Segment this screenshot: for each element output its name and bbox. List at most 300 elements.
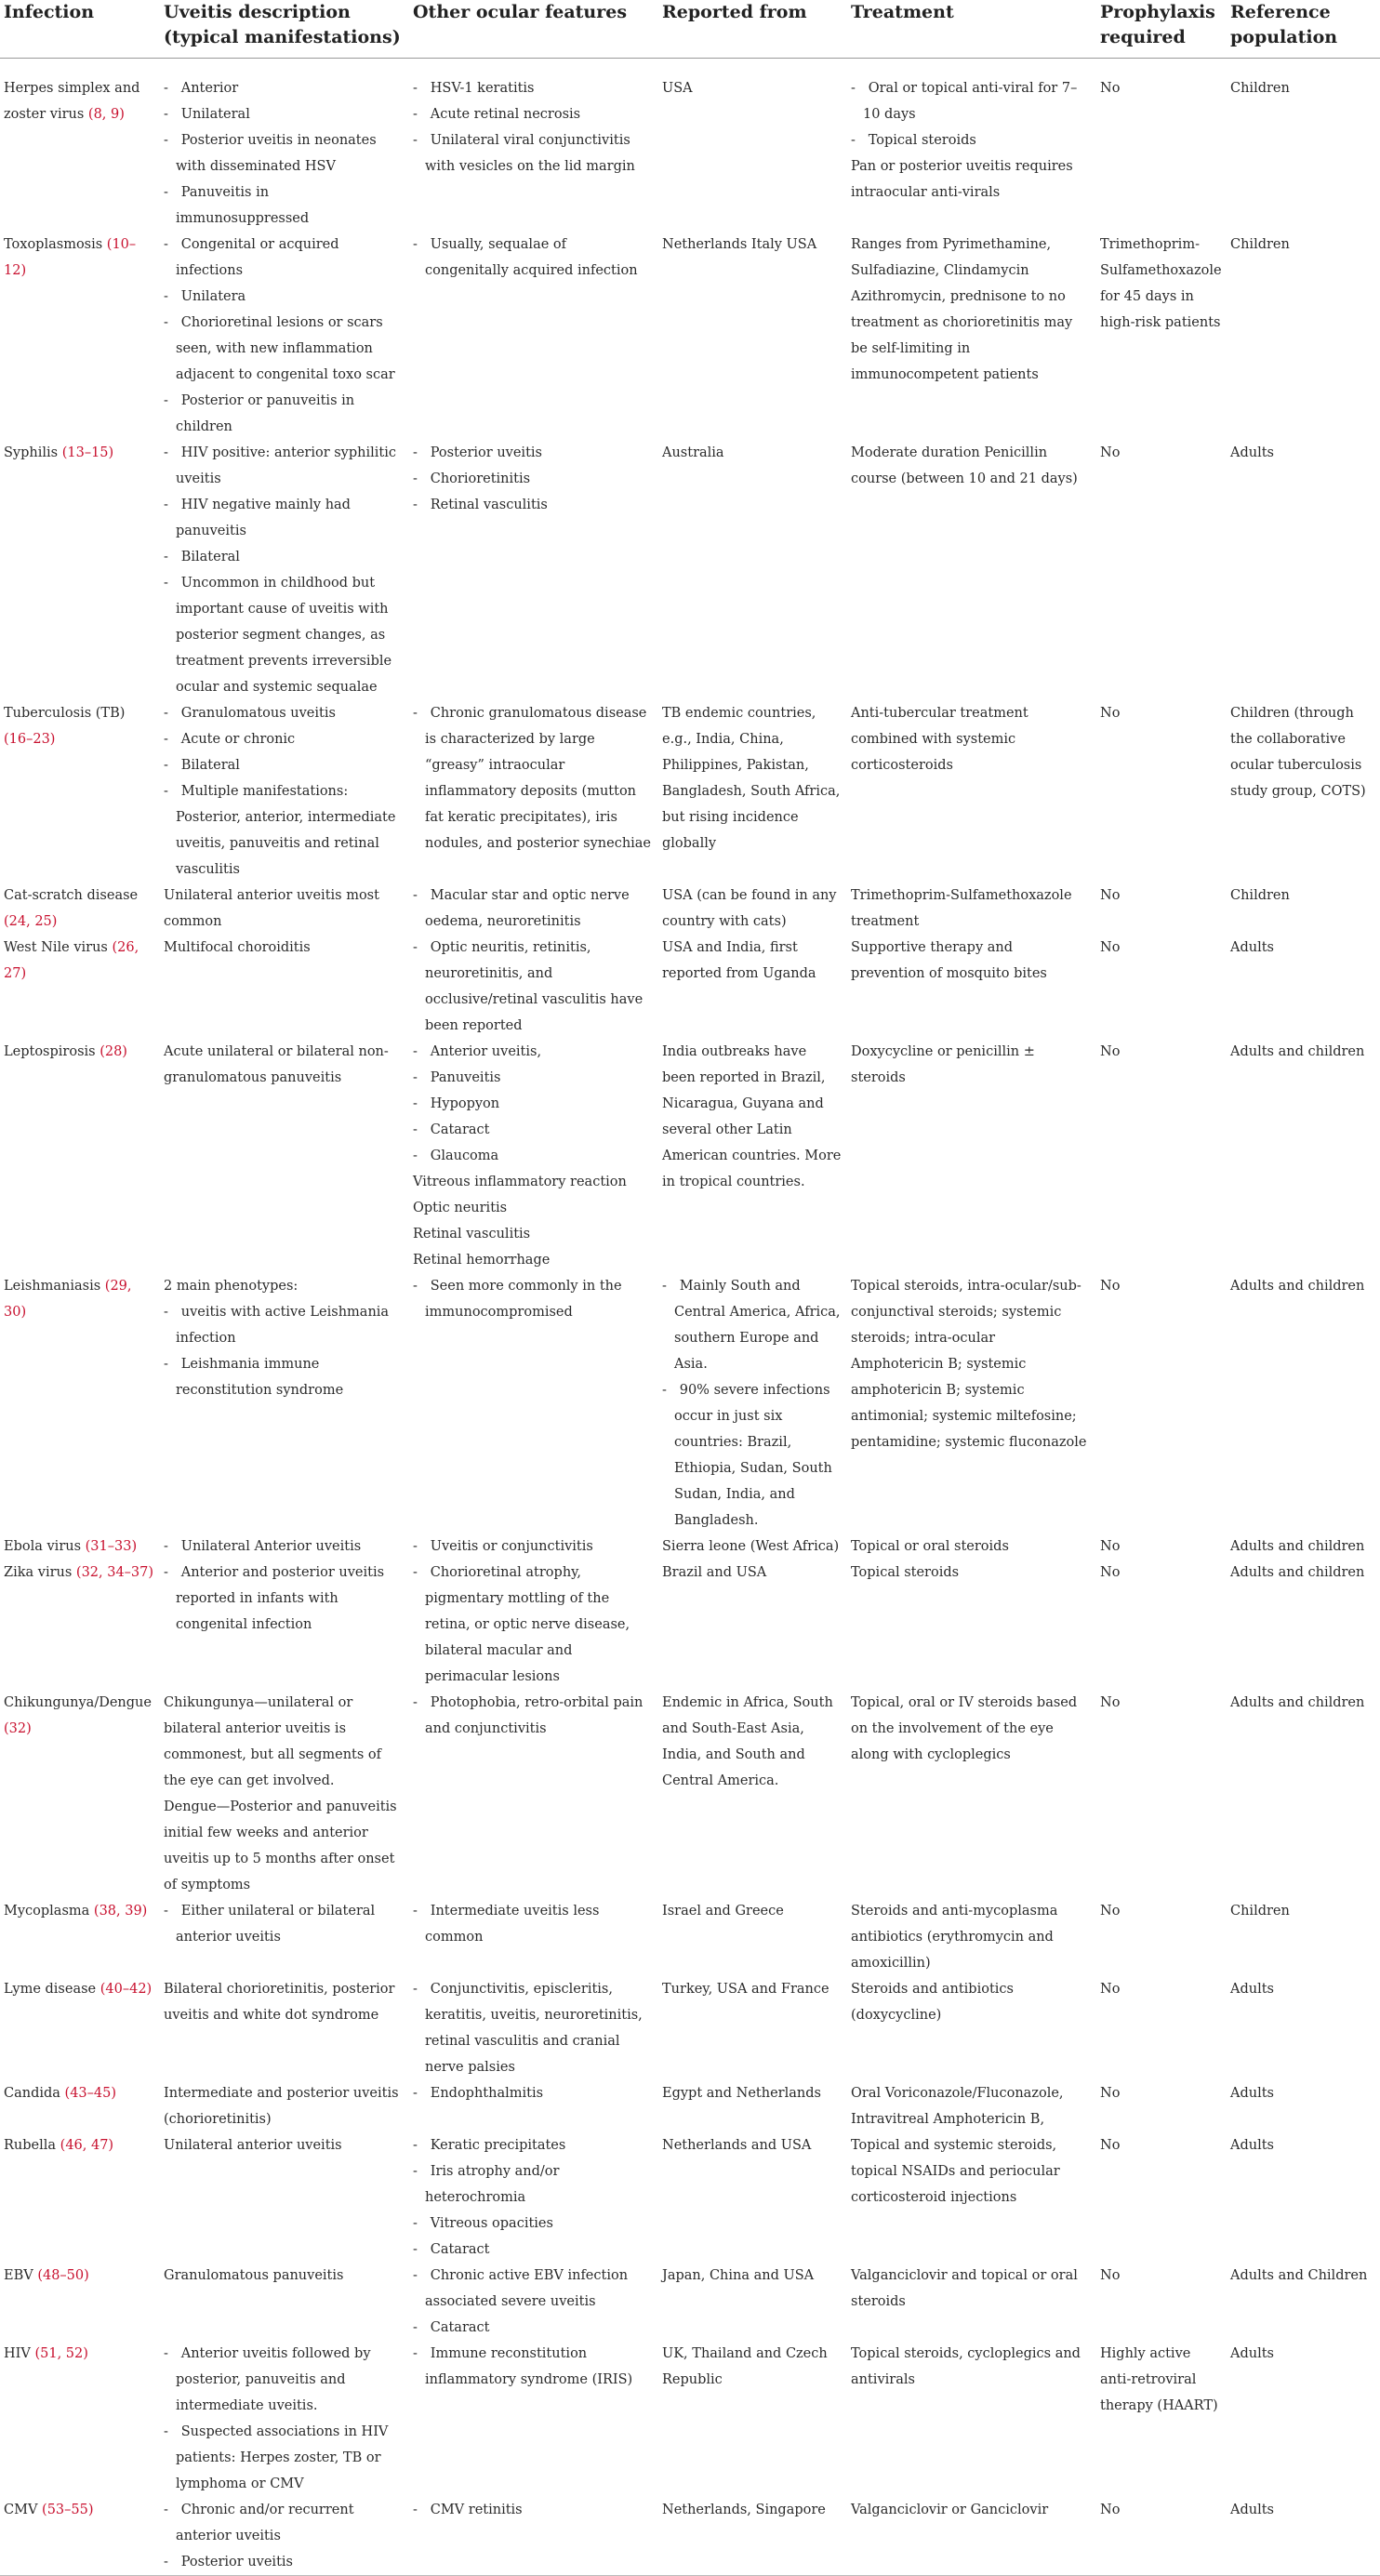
reported-from-cell [658,75,847,232]
text-line: Granulomatous panuveitis [164,2268,344,2283]
text-line: Australia [662,445,724,460]
infection-cell [0,2263,160,2341]
treatment-cell [847,1976,1096,2080]
uveitis-description-cell [160,1273,409,1534]
infection-name: Candida [4,2086,60,2101]
text-line: Adults [1230,445,1274,460]
infection-name: Ebola virus [4,1539,82,1554]
text-line: Adults [1230,940,1274,955]
infection-name: Herpes simplex and zoster virus [4,81,140,122]
infection-cell [0,232,160,440]
table-row [0,1898,1380,1976]
text-line: UK, Thailand and Czech Republic [662,2346,828,2387]
text-line: Pan or posterior uveitis requires intraocular anti-virals [851,159,1073,200]
other-ocular-features-cell [409,440,658,700]
infection-name: Lyme disease [4,1982,97,1997]
table-row [0,1534,1380,1560]
infection-cell [0,75,160,232]
table-row [0,935,1380,1039]
bullet-item: - Acute retinal necrosis [413,101,653,127]
reference-population-cell [1227,2497,1380,2576]
bullet-item: - Glaucoma [413,1143,653,1169]
other-ocular-features-cell [409,883,658,935]
other-ocular-features-cell [409,1690,658,1898]
prophylaxis-cell [1096,1273,1227,1534]
uveitis-description-cell [160,2080,409,2132]
text-line: Topical steroids, cycloplegics and antivirals [851,2346,1081,2387]
bullet-item: - Anterior and posterior uveitis reported in infants with congenital infection [164,1560,404,1638]
prophylaxis-cell [1096,232,1227,440]
text-line: Multifocal choroiditis [164,940,311,955]
text-line: Japan, China and USA [662,2268,815,2283]
infection-cell [0,440,160,700]
table-row [0,2132,1380,2263]
bullet-item: - Topical steroids [851,127,1091,153]
prophylaxis-cell [1096,1898,1227,1976]
uveitis-description-cell [160,1976,409,2080]
text-line: Israel and Greece [662,1904,784,1919]
column-header-reported-from: Reported from [658,0,847,59]
text-line: Supportive therapy and prevention of mosquito bites [851,940,1047,981]
prophylaxis-cell [1096,2341,1227,2497]
reference-citation: (16–23) [4,732,56,747]
table-row [0,1976,1380,2080]
infection-name: CMV [4,2503,38,2517]
text-line: Chikungunya—unilateral or bilateral anterior uveitis is commonest, but all segments of the eye can get involved. [164,1695,382,1788]
infection-cell [0,2132,160,2263]
infection-cell [0,935,160,1039]
infection-name: Rubella [4,2138,57,2153]
table-header [0,0,1380,59]
reference-citation: (43–45) [64,2086,117,2101]
bullet-item: - HIV negative mainly had panuveitis [164,492,404,544]
text-line: Netherlands Italy USA [662,237,817,252]
prophylaxis-cell [1096,935,1227,1039]
other-ocular-features-cell [409,75,658,232]
text-line: No [1100,2268,1121,2283]
infection-name: Leptospirosis [4,1044,96,1059]
reference-population-cell [1227,700,1380,883]
reference-population-cell [1227,2341,1380,2497]
reference-population-cell [1227,1976,1380,2080]
bullet-item: - Retinal vasculitis [413,492,653,518]
bullet-item: - Endophthalmitis [413,2080,653,2106]
text-line: No [1100,940,1121,955]
bullet-item: - Bilateral [164,752,404,778]
bullet-item: - Multiple manifestations: Posterior, anterior, intermediate uveitis, panuveitis and retinal vasculitis [164,778,404,883]
text-line: Egypt and Netherlands [662,2086,821,2101]
reported-from-cell [658,2132,847,2263]
reported-from-cell [658,1560,847,1690]
infection-name: West Nile virus [4,940,108,955]
bullet-item: - Cataract [413,2315,653,2341]
text-line: Acute unilateral or bilateral non-granulomatous panuveitis [164,1044,389,1085]
text-line: No [1100,1695,1121,1710]
bullet-item: - 90% severe infections occur in just six countries: Brazil, Ethiopia, Sudan, South Sudan, India, and Bangladesh. [662,1377,842,1534]
prophylaxis-cell [1096,883,1227,935]
text-line: Valganciclovir and topical or oral steroids [851,2268,1078,2309]
text-line: India outbreaks have been reported in Brazil, Nicaragua, Guyana and several other Latin American countries. More in tropical countries. [662,1044,842,1189]
text-line: Intermediate and posterior uveitis (chorioretinitis) [164,2086,399,2127]
infection-name: Leishmaniasis [4,1279,101,1294]
treatment-cell [847,75,1096,232]
text-line: No [1100,1904,1121,1919]
uveitis-description-cell [160,1898,409,1976]
text-line: Adults [1230,1982,1274,1997]
text-line: Dengue—Posterior and panuveitis initial few weeks and anterior uveitis up to 5 months after onset of symptoms [164,1799,397,1892]
infection-cell [0,1560,160,1690]
column-header-other-ocular-features: Other ocular features [409,0,658,59]
other-ocular-features-cell [409,2341,658,2497]
reported-from-cell [658,1039,847,1273]
text-line: Bilateral chorioretinitis, posterior uveitis and white dot syndrome [164,1982,395,2023]
bullet-item: - Acute or chronic [164,726,404,752]
infection-cell [0,1273,160,1534]
text-line: Children [1230,237,1290,252]
other-ocular-features-cell [409,1534,658,1560]
text-line: Topical steroids, intra-ocular/sub-conjunctival steroids; systemic steroids; intra-ocular Amphotericin B; systemic amphotericin B; systemic antimonial; systemic miltefosine; pentamidine; systemic fluconazole [851,1279,1087,1450]
bullet-item: - Chronic granulomatous disease is characterized by large “greasy” intraocular inflammatory deposits (mutton fat keratic precipitates), iris nodules, and posterior synechiae [413,700,653,856]
bullet-item: - Bilateral [164,544,404,570]
text-line: Sierra leone (West Africa) [662,1539,840,1554]
reference-citation: (8, 9) [87,107,125,122]
bullet-item: - Suspected associations in HIV patients: Herpes zoster, TB or lymphoma or CMV [164,2419,404,2497]
text-line: Topical, oral or IV steroids based on the involvement of the eye along with cycloplegics [851,1695,1078,1762]
infection-cell [0,700,160,883]
text-line: No [1100,445,1121,460]
text-line: Children [1230,81,1290,96]
text-line: Adults and children [1230,1044,1365,1059]
text-line: USA (can be found in any country with cats) [662,888,837,929]
reference-citation: (46, 47) [60,2138,114,2153]
infection-name: Chikungunya/Dengue [4,1695,152,1710]
reference-population-cell [1227,1898,1380,1976]
column-header-uveitis-description: Uveitis description (typical manifestations) [160,0,409,59]
text-line: Adults and Children [1230,2268,1368,2283]
other-ocular-features-cell [409,1898,658,1976]
table-row [0,1039,1380,1273]
table-row [0,2263,1380,2341]
uveitis-description-cell [160,2132,409,2263]
text-line: Adults and children [1230,1279,1365,1294]
infection-name: Zika virus [4,1565,73,1580]
bullet-item: - Unilateral Anterior uveitis [164,1534,404,1560]
reference-population-cell [1227,232,1380,440]
text-line: No [1100,1279,1121,1294]
treatment-cell [847,440,1096,700]
text-line: Adults and children [1230,1565,1365,1580]
text-line: No [1100,2138,1121,2153]
text-line: Vitreous inflammatory reaction [413,1175,627,1189]
uveitis-description-cell [160,1560,409,1690]
text-line: Retinal vasculitis [413,1227,531,1242]
bullet-item: - HSV-1 keratitis [413,75,653,101]
text-line: Children [1230,888,1290,903]
reference-population-cell [1227,935,1380,1039]
treatment-cell [847,2341,1096,2497]
bullet-item: - Unilateral viral conjunctivitis with vesicles on the lid margin [413,127,653,179]
text-line: Endemic in Africa, South and South-East Asia, India, and South and Central America. [662,1695,833,1788]
text-line: Brazil and USA [662,1565,767,1580]
reference-citation: (26, 27) [4,940,139,981]
treatment-cell [847,1898,1096,1976]
bullet-item: - HIV positive: anterior syphilitic uveitis [164,440,404,492]
infection-cell [0,2497,160,2576]
infection-name: HIV [4,2346,31,2361]
other-ocular-features-cell [409,935,658,1039]
bullet-item: - Immune reconstitution inflammatory syndrome (IRIS) [413,2341,653,2393]
text-line: Steroids and anti-mycoplasma antibiotics (erythromycin and amoxicillin) [851,1904,1058,1971]
reported-from-cell [658,440,847,700]
text-line: No [1100,1044,1121,1059]
treatment-cell [847,1560,1096,1690]
infection-cell [0,1690,160,1898]
other-ocular-features-cell [409,2080,658,2132]
text-line: No [1100,888,1121,903]
bullet-item: - Optic neuritis, retinitis, neuroretinitis, and occlusive/retinal vasculitis have been reported [413,935,653,1039]
reported-from-cell [658,1273,847,1534]
bullet-item: - Granulomatous uveitis [164,700,404,726]
bullet-item: - Chronic and/or recurrent anterior uveitis [164,2497,404,2549]
reference-population-cell [1227,440,1380,700]
reported-from-cell [658,700,847,883]
infection-cell [0,1534,160,1560]
column-header-reference-population: Reference population [1227,0,1380,59]
uveitis-description-cell [160,2497,409,2576]
header-row [0,0,1380,59]
prophylaxis-cell [1096,2497,1227,2576]
reference-population-cell [1227,75,1380,232]
text-line: Turkey, USA and France [662,1982,829,1997]
text-line: Trimethoprim-Sulfamethoxazole for 45 days in high-risk patients [1100,237,1222,330]
reference-population-cell [1227,1273,1380,1534]
treatment-cell [847,883,1096,935]
prophylaxis-cell [1096,1039,1227,1273]
bullet-item: - Congenital or acquired infections [164,232,404,284]
bullet-item: - Macular star and optic nerve oedema, neuroretinitis [413,883,653,935]
bullet-item: - Mainly South and Central America, Africa, southern Europe and Asia. [662,1273,842,1377]
text-line: No [1100,2086,1121,2101]
treatment-cell [847,1534,1096,1560]
reference-citation: (28) [100,1044,127,1059]
text-line: Valganciclovir or Ganciclovir [851,2503,1049,2517]
bullet-item: - Iris atrophy and/or heterochromia [413,2158,653,2211]
bullet-item: - Posterior or panuveitis in children [164,388,404,440]
table-row [0,232,1380,440]
bullet-item: - Posterior uveitis in neonates with disseminated HSV [164,127,404,179]
reported-from-cell [658,1976,847,2080]
reference-citation: (29, 30) [4,1279,132,1320]
infection-name: Mycoplasma [4,1904,90,1919]
treatment-cell [847,700,1096,883]
infection-name: EBV [4,2268,33,2283]
reported-from-cell [658,1690,847,1898]
bullet-item: - Vitreous opacities [413,2211,653,2237]
reference-population-cell [1227,1690,1380,1898]
bullet-item: - Leishmania immune reconstitution syndrome [164,1351,404,1403]
reported-from-cell [658,2341,847,2497]
text-line: Unilateral anterior uveitis most common [164,888,379,929]
bullet-item: - Unilateral [164,101,404,127]
other-ocular-features-cell [409,2497,658,2576]
treatment-cell [847,935,1096,1039]
prophylaxis-cell [1096,1534,1227,1560]
other-ocular-features-cell [409,1273,658,1534]
infection-cell [0,883,160,935]
bullet-item: - Anterior uveitis followed by posterior, panuveitis and intermediate uveitis. [164,2341,404,2419]
uveitis-description-cell [160,883,409,935]
uveitis-description-cell [160,700,409,883]
text-line: No [1100,1539,1121,1554]
table-row [0,700,1380,883]
table-row [0,75,1380,232]
text-line: Unilateral anterior uveitis [164,2138,342,2153]
reported-from-cell [658,2263,847,2341]
other-ocular-features-cell [409,2263,658,2341]
prophylaxis-cell [1096,1976,1227,2080]
text-line: Topical steroids [851,1565,960,1580]
text-line: Optic neuritis [413,1201,508,1215]
text-line: Topical or oral steroids [851,1539,1009,1554]
uveitis-description-cell [160,935,409,1039]
bullet-item: - Hypopyon [413,1091,653,1117]
other-ocular-features-cell [409,232,658,440]
infection-name: Syphilis [4,445,59,460]
table-row [0,2341,1380,2497]
bullet-item: - Chorioretinal atrophy, pigmentary mottling of the retina, or optic nerve disease, bilateral macular and perimacular lesions [413,1560,653,1690]
reference-citation: (38, 39) [93,1904,148,1919]
text-line: Steroids and antibiotics (doxycycline) [851,1982,1014,2023]
table-body [0,59,1380,2576]
bullet-item: - uveitis with active Leishmania infection [164,1299,404,1351]
reference-population-cell [1227,2132,1380,2263]
bullet-item: - CMV retinitis [413,2497,653,2523]
bullet-item: - Keratic precipitates [413,2132,653,2158]
text-line: Children (through the collaborative ocular tuberculosis study group, COTS) [1230,706,1366,799]
text-line: TB endemic countries, e.g., India, China, Philippines, Pakistan, Bangladesh, South Africa, but rising incidence globally [662,706,841,851]
infection-cell [0,2080,160,2132]
bullet-item: - Oral or topical anti-viral for 7–10 days [851,75,1091,127]
table-row [0,2497,1380,2576]
reference-population-cell [1227,1534,1380,1560]
other-ocular-features-cell [409,1560,658,1690]
text-line: 2 main phenotypes: [164,1279,299,1294]
treatment-cell [847,2263,1096,2341]
treatment-cell [847,2080,1096,2132]
prophylaxis-cell [1096,1560,1227,1690]
bullet-item: - Either unilateral or bilateral anterior uveitis [164,1898,404,1950]
text-line: Oral Voriconazole/Fluconazole, Intravitreal Amphotericin B, [851,2086,1064,2127]
table-row [0,883,1380,935]
treatment-cell [847,1273,1096,1534]
text-line: Ranges from Pyrimethamine, Sulfadiazine, Clindamycin Azithromycin, prednisone to no treatment as chorioretinitis may be self-limiting in immunocompetent patients [851,237,1073,382]
text-line: Adults [1230,2346,1274,2361]
text-line: Adults [1230,2503,1274,2517]
text-line: No [1100,1982,1121,1997]
column-header-prophylaxis-required: Prophylaxis required [1096,0,1227,59]
bullet-item: - Anterior [164,75,404,101]
other-ocular-features-cell [409,2132,658,2263]
reported-from-cell [658,935,847,1039]
reference-population-cell [1227,883,1380,935]
bullet-item: - Uncommon in childhood but important cause of uveitis with posterior segment changes, as treatment prevents irreversible ocular and systemic sequalae [164,570,404,700]
prophylaxis-cell [1096,700,1227,883]
text-line: No [1100,2503,1121,2517]
infection-cell [0,1039,160,1273]
reported-from-cell [658,1898,847,1976]
uveitis-description-cell [160,440,409,700]
bullet-item: - Seen more commonly in the immunocompromised [413,1273,653,1325]
text-line: Retinal hemorrhage [413,1253,551,1268]
prophylaxis-cell [1096,2263,1227,2341]
bullet-item: - Uveitis or conjunctivitis [413,1534,653,1560]
reported-from-cell [658,2080,847,2132]
text-line: No [1100,81,1121,96]
bullet-item: - Panuveitis [413,1065,653,1091]
reference-citation: (40–42) [100,1982,153,1997]
prophylaxis-cell [1096,2080,1227,2132]
prophylaxis-cell [1096,440,1227,700]
treatment-cell [847,2497,1096,2576]
uveitis-description-cell [160,232,409,440]
reported-from-cell [658,2497,847,2576]
reference-citation: (48–50) [37,2268,89,2283]
reported-from-cell [658,1534,847,1560]
reference-population-cell [1227,2263,1380,2341]
treatment-cell [847,232,1096,440]
table-row [0,1690,1380,1898]
text-line: Netherlands and USA [662,2138,812,2153]
infection-name: Toxoplasmosis [4,237,103,252]
infection-name: Tuberculosis (TB) [4,706,126,721]
text-line: USA and India, first reported from Uganda [662,940,816,981]
infection-name: Cat-scratch disease [4,888,139,903]
reported-from-cell [658,883,847,935]
uveitis-description-cell [160,1690,409,1898]
infection-cell [0,2341,160,2497]
uveitis-description-cell [160,1039,409,1273]
bullet-item: - Unilatera [164,284,404,310]
reference-citation: (32, 34–37) [75,1565,154,1580]
text-line: Doxycycline or penicillin ± steroids [851,1044,1035,1085]
text-line: Anti-tubercular treatment combined with systemic corticosteroids [851,706,1028,773]
bullet-item: - Usually, sequalae of congenitally acquired infection [413,232,653,284]
uveitis-description-cell [160,2341,409,2497]
treatment-cell [847,2132,1096,2263]
reference-population-cell [1227,1560,1380,1690]
table-row [0,1273,1380,1534]
prophylaxis-cell [1096,2132,1227,2263]
text-line: Adults [1230,2086,1274,2101]
bullet-item: - Cataract [413,2237,653,2263]
bullet-item: - Posterior uveitis [164,2549,404,2575]
text-line: Topical and systemic steroids, topical NSAIDs and periocular corticosteroid injections [851,2138,1060,2205]
bullet-item: - Intermediate uveitis less common [413,1898,653,1950]
uveitis-description-cell [160,1534,409,1560]
infection-cell [0,1976,160,2080]
header-spacer [0,59,1380,76]
reference-citation: (31–33) [85,1539,138,1554]
column-header-treatment: Treatment [847,0,1096,59]
reference-population-cell [1227,1039,1380,1273]
other-ocular-features-cell [409,700,658,883]
table-row [0,440,1380,700]
table-row [0,1560,1380,1690]
text-line: Netherlands, Singapore [662,2503,826,2517]
text-line: Children [1230,1904,1290,1919]
bullet-item: - Photophobia, retro-orbital pain and conjunctivitis [413,1690,653,1742]
reported-from-cell [658,232,847,440]
